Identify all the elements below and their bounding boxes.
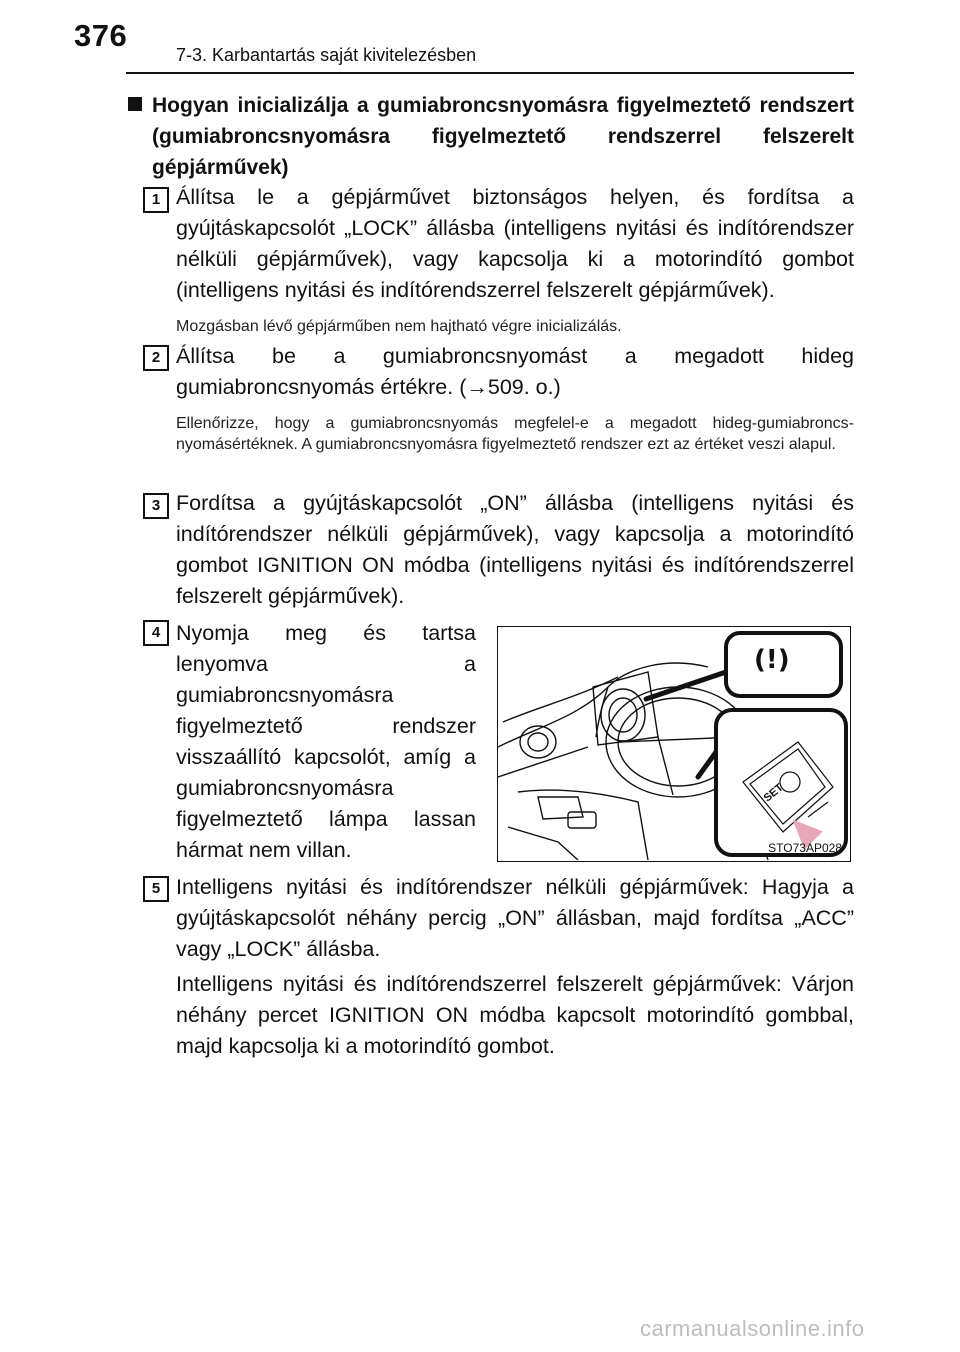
step-5-text-2: Intelligens nyitási és indítórendszerrel felszerelt gépjárművek: Várjon néhány percet IGNITION ON módba kapcsolt motorindító gombbal, majd kapcsolja ki a motorindító gombot. — [176, 972, 854, 1058]
step-1-text: Állítsa le a gépjárművet biztonságos helyen, és fordítsa a gyújtáskapcsolót „LOCK” állásba (intelligens nyitási és indítórendszer nélküli gépjárművek), vagy kapcsolja ki a motorindító gombot (intelligens nyitási és indítórendszerrel felszerelt gépjárművek). — [176, 185, 854, 302]
step-number-3: 3 — [143, 493, 169, 519]
step-5-text: Intelligens nyitási és indítórendszer nélküli gépjárművek: Hagyja a gyújtáskapcsolót néhány percig „ON” állásban, majd fordítsa „ACC” vagy „LOCK” állásba. — [176, 875, 854, 961]
page-header — [0, 0, 960, 80]
section-heading — [152, 90, 854, 183]
square-bullet-icon — [128, 97, 142, 111]
step-number-5: 5 — [143, 876, 169, 902]
page-number: 376 — [74, 18, 128, 53]
dashboard-illustration — [497, 626, 851, 862]
step-3-text: Fordítsa a gyújtáskapcsolót „ON” állásba (intelligens nyitási és indítórendszer nélküli gépjárművek), vagy kapcsolja a motorindító gombot IGNITION ON módba (intelligens nyitási és indítórendszerrel felszerelt gépjárművek). — [176, 491, 854, 608]
step-number-2: 2 — [143, 345, 169, 371]
step-number-4: 4 — [143, 620, 169, 646]
section-title-text: Hogyan inicializálja a gumiabroncsnyomásra figyelmeztető rendszert (gumiabroncsnyomásra figyelmeztető rendszerrel felszerelt gépjárművek) — [152, 94, 854, 179]
step-number-1: 1 — [143, 187, 169, 213]
header-rule — [126, 72, 854, 74]
step-1-note: Mozgásban lévő gépjárműben nem hajtható végre inicializálás. — [176, 318, 622, 335]
figure-code: STO73AP028 — [768, 841, 842, 855]
step-4-text: Nyomja meg és tartsa lenyomva a gumiabroncsnyomásra figyelmeztető rendszer visszaállító kapcsolót, amíg a gumiabroncsnyomásra figyelmeztető lámpa lassan hármat nem villan. — [176, 621, 476, 862]
watermark: carmanualsonline.info — [640, 1316, 865, 1341]
set-button-label: SET — [761, 781, 786, 805]
chapter-title: 7-3. Karbantartás saját kivitelezésben — [176, 45, 477, 65]
step-2-text: Állítsa be a gumiabroncsnyomást a megadott hideg gumiabroncsnyomás értékre. (→509. o.) — [176, 344, 854, 399]
step-2-note: Ellenőrizze, hogy a gumiabroncsnyomás megfelel-e a megadott hideg-gumiabroncs-nyomásértéknek. A gumiabroncsnyomásra figyelmeztető rendszer ezt az értéket veszi alapul. — [176, 415, 854, 453]
tpms-warning-icon: (!) — [754, 645, 790, 675]
